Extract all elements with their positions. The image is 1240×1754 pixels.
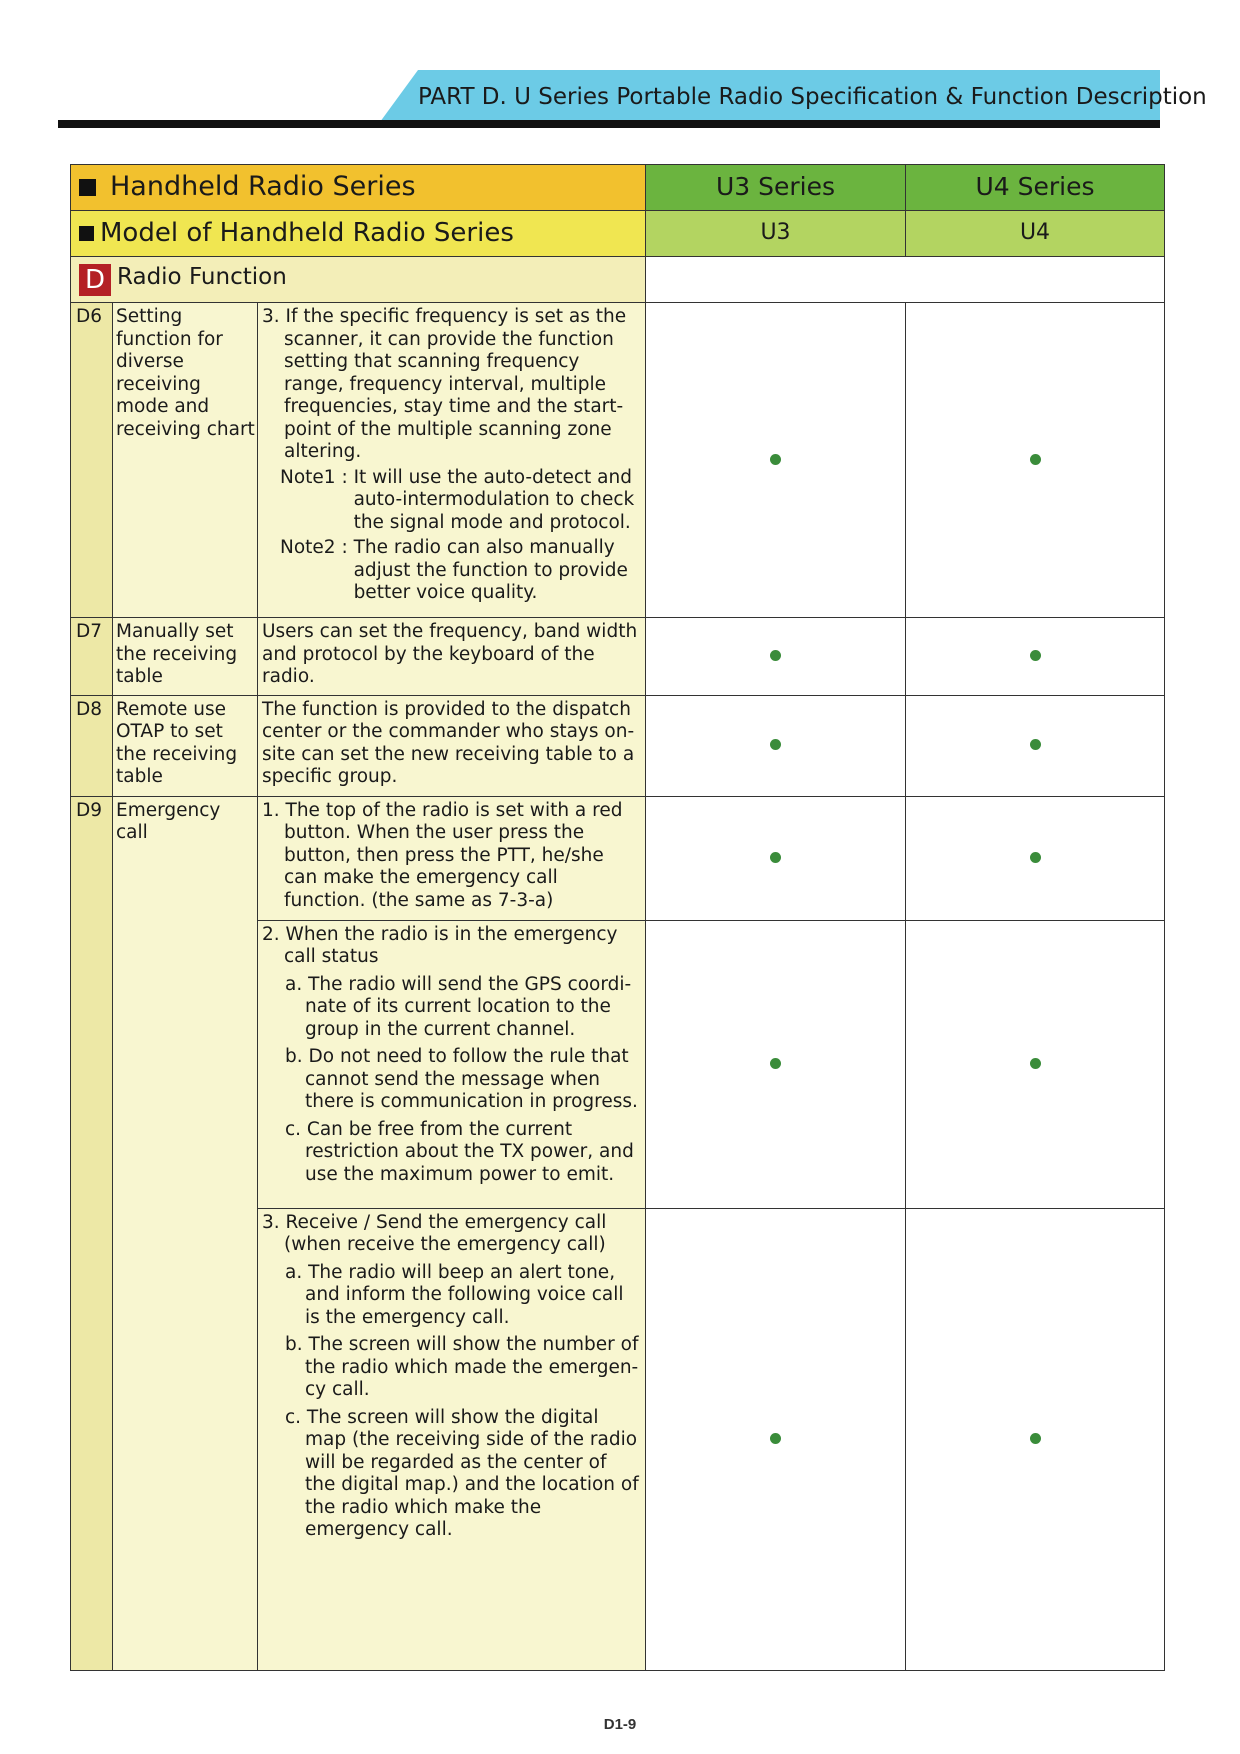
series-label-cell bbox=[71, 165, 646, 211]
u3-support-cell bbox=[646, 920, 906, 1208]
section-row bbox=[71, 257, 1165, 303]
square-bullet-icon bbox=[79, 226, 94, 241]
sub-item: a. The radio will send the GPS coordi-nate of its current location to the group in the current channel. bbox=[285, 973, 632, 1040]
model-label-cell bbox=[71, 211, 646, 257]
table-row-d7 bbox=[71, 618, 1165, 696]
supported-dot-icon bbox=[770, 739, 781, 750]
row-name: Emergency call bbox=[113, 796, 258, 1670]
u4-support-cell bbox=[906, 920, 1165, 1208]
part-title: PART D. U Series Portable Radio Specification & Function Description bbox=[418, 84, 1207, 110]
u4-support-cell bbox=[906, 796, 1165, 920]
supported-dot-icon bbox=[1030, 1058, 1041, 1069]
column-series-u4: U4 Series bbox=[906, 165, 1165, 211]
sub-item: c. The screen will show the digital map (the receiving side of the radio will be regarded as the center of the digital map.) and the location of the radio which make the emergency call. bbox=[285, 1406, 639, 1540]
row-id: D9 bbox=[71, 796, 113, 1670]
u4-support-cell bbox=[906, 303, 1165, 618]
supported-dot-icon bbox=[1030, 650, 1041, 661]
description-item: 1. The top of the radio is set with a red button. When the user press the button, then press the PTT, he/she can make the emergency call function. (the same as 7-3-a) bbox=[262, 799, 623, 911]
sub-item: b. Do not need to follow the rule that cannot send the message when there is communication in progress. bbox=[285, 1046, 638, 1112]
description-item: 3. If the specific frequency is set as the scanner, it can provide the function setting that scanning frequency range, frequency interval, multiple frequencies, stay time and the start-point of the multiple scanning zone altering. bbox=[262, 306, 627, 462]
column-model-u4: U4 bbox=[906, 211, 1165, 257]
row-description bbox=[258, 796, 646, 920]
series-label: Handheld Radio Series bbox=[110, 171, 416, 203]
row-id: D7 bbox=[71, 618, 113, 696]
supported-dot-icon bbox=[1030, 739, 1041, 750]
note-1 bbox=[262, 467, 639, 535]
section-badge: D bbox=[79, 264, 111, 296]
u4-support-cell bbox=[906, 618, 1165, 696]
u4-support-cell bbox=[906, 1208, 1165, 1670]
sub-item: c. Can be free from the current restriction about the TX power, and use the maximum power to emit. bbox=[285, 1118, 634, 1185]
row-description bbox=[258, 920, 646, 1208]
note-label: Note2 : bbox=[280, 537, 354, 558]
row-description: The function is provided to the dispatch center or the commander who stays on-site can set the new receiving table to a specific group. bbox=[258, 695, 646, 796]
supported-dot-icon bbox=[1030, 1433, 1041, 1444]
column-model-u3: U3 bbox=[646, 211, 906, 257]
u3-support-cell bbox=[646, 618, 906, 696]
row-id: D8 bbox=[71, 695, 113, 796]
sub-item: a. The radio will beep an alert tone, and inform the following voice call is the emergency call. bbox=[285, 1261, 624, 1328]
supported-dot-icon bbox=[770, 650, 781, 661]
u3-support-cell bbox=[646, 695, 906, 796]
note-2 bbox=[262, 537, 639, 605]
column-series-u3: U3 Series bbox=[646, 165, 906, 211]
u3-support-cell bbox=[646, 1208, 906, 1670]
u3-support-cell bbox=[646, 796, 906, 920]
section-title-cell bbox=[71, 257, 646, 303]
supported-dot-icon bbox=[770, 454, 781, 465]
u3-support-cell bbox=[646, 303, 906, 618]
supported-dot-icon bbox=[1030, 454, 1041, 465]
supported-dot-icon bbox=[770, 1433, 781, 1444]
table-row-d9-1 bbox=[71, 796, 1165, 920]
u4-support-cell bbox=[906, 695, 1165, 796]
supported-dot-icon bbox=[770, 852, 781, 863]
description-item: 2. When the radio is in the emergency call status bbox=[262, 923, 618, 967]
supported-dot-icon bbox=[1030, 852, 1041, 863]
row-id: D6 bbox=[71, 303, 113, 618]
section-title: Radio Function bbox=[117, 263, 287, 290]
sub-item: b. The screen will show the number of the radio which made the emergen-cy call. bbox=[285, 1334, 639, 1400]
model-label: Model of Handheld Radio Series bbox=[100, 218, 514, 249]
square-bullet-icon bbox=[79, 179, 96, 196]
series-header-row bbox=[71, 165, 1165, 211]
spec-table bbox=[70, 164, 1165, 1671]
table-row-d8 bbox=[71, 695, 1165, 796]
note-text: The radio can also manually adjust the function to provide better voice quality. bbox=[353, 537, 628, 603]
row-name: Remote use OTAP to set the receiving table bbox=[113, 695, 258, 796]
row-name: Setting function for diverse receiving mode and receiving chart bbox=[113, 303, 258, 618]
section-blank-cell bbox=[646, 257, 1165, 303]
row-description: Users can set the frequency, band width and protocol by the keyboard of the radio. bbox=[258, 618, 646, 696]
row-description bbox=[258, 1208, 646, 1670]
header-rule bbox=[58, 120, 1160, 128]
supported-dot-icon bbox=[770, 1058, 781, 1069]
description-item: 3. Receive / Send the emergency call (when receive the emergency call) bbox=[262, 1211, 607, 1255]
table-row-d6 bbox=[71, 303, 1165, 618]
row-description bbox=[258, 303, 646, 618]
model-header-row bbox=[71, 211, 1165, 257]
note-label: Note1 : bbox=[280, 466, 354, 488]
note-text: It will use the auto-detect and auto-intermodulation to check the signal mode and protocol. bbox=[353, 466, 635, 533]
row-name: Manually set the receiving table bbox=[113, 618, 258, 696]
page-number: D1-9 bbox=[603, 1716, 637, 1733]
